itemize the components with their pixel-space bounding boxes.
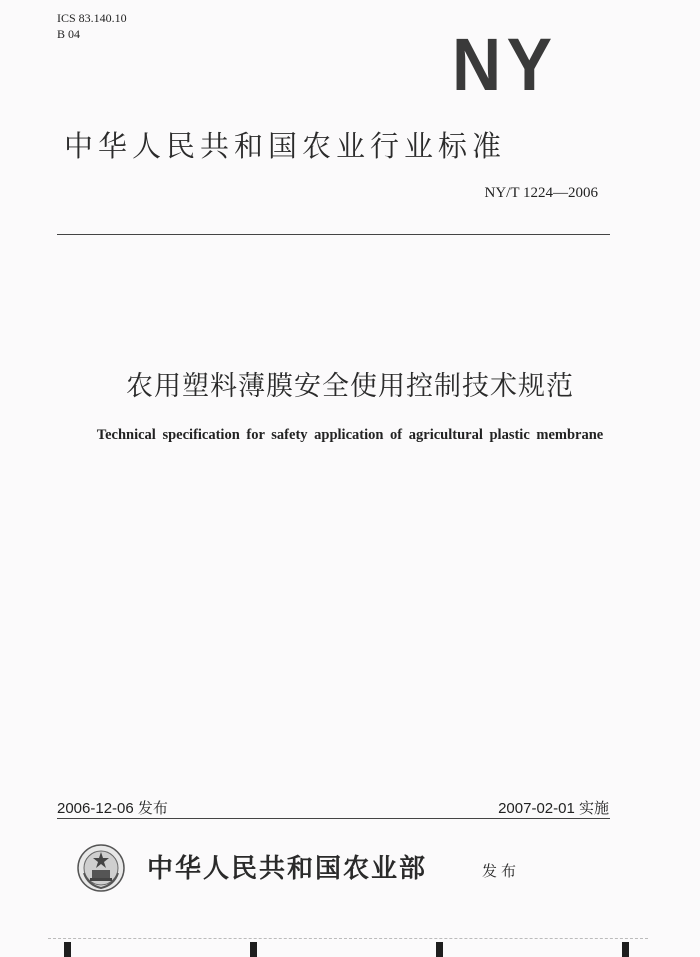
national-emblem-icon: [76, 843, 126, 893]
classification-codes: [57, 10, 127, 42]
document-title-chinese: 农用塑料薄膜安全使用控制技术规范: [126, 371, 574, 402]
standard-type-heading: 中华人民共和国农业行业标准: [64, 129, 507, 163]
ics-code: ICS 83.140.10: [57, 11, 127, 25]
scan-registration-mark: [622, 942, 629, 957]
standard-mark: NY: [452, 23, 558, 106]
scan-edge-line: [48, 938, 648, 939]
publisher-name: 中华人民共和国农业部: [147, 854, 428, 884]
scan-registration-mark: [250, 942, 257, 957]
top-divider: [57, 234, 610, 235]
standard-number: NY/T 1224—2006: [484, 185, 598, 201]
ccs-code: B 04: [57, 27, 81, 41]
bottom-divider: [57, 818, 610, 819]
publish-label: 发布: [482, 862, 521, 880]
implementation-date: 2007-02-01 实施: [498, 800, 609, 817]
document-title-english: Technical specification for safety application of agricultural plastic membrane: [96, 427, 604, 443]
scan-registration-mark: [64, 942, 71, 957]
issue-date: 2006-12-06 发布: [57, 800, 168, 817]
scan-registration-mark: [436, 942, 443, 957]
